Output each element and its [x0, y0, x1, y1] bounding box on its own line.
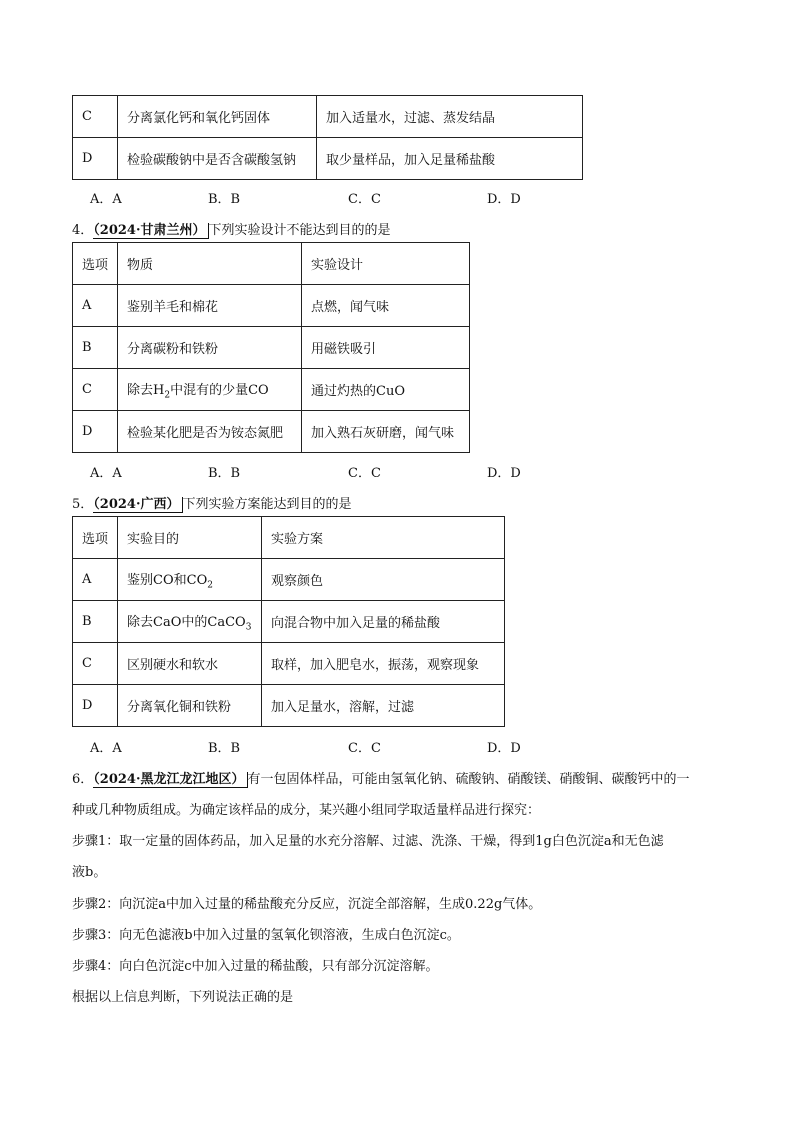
question-stem: 下列实验设计不能达到目的的是 — [208, 223, 391, 238]
cell-design: 加入熟石灰研磨，闻气味 — [302, 411, 470, 453]
option-d[interactable]: D．D — [487, 192, 521, 207]
cell-option: D — [73, 138, 118, 180]
question-source: （2024·甘肃兰州） — [93, 223, 208, 239]
question-source: （2024·广西） — [93, 497, 182, 513]
cell-purpose: 区别硬水和软水 — [118, 643, 262, 685]
option-a[interactable]: A．A — [90, 741, 122, 756]
table-row — [73, 369, 470, 411]
step-4: 步骤4：向白色沉淀c中加入过量的稀盐酸，只有部分沉淀溶解。 — [72, 959, 439, 974]
cell-purpose — [118, 559, 262, 601]
cell-material: 分离碳粉和铁粉 — [118, 327, 302, 369]
text-part: 除去H — [127, 382, 165, 398]
option-c[interactable]: C．C — [348, 466, 381, 481]
question-number: 6． — [72, 772, 94, 787]
table-q5 — [72, 516, 505, 727]
header-purpose: 实验目的 — [118, 517, 262, 559]
table-row — [73, 559, 505, 601]
cell-design: 加入适量水，过滤、蒸发结晶 — [317, 96, 583, 138]
subscript: 2 — [164, 390, 171, 401]
text-part: 除去CaO中的CaCO — [127, 614, 246, 630]
table-row — [73, 327, 470, 369]
table-q3-continuation — [72, 95, 583, 180]
table-row — [73, 685, 505, 727]
question-stem-line2: 种或几种物质组成。为确定该样品的成分，某兴趣小组同学取适量样品进行探究： — [72, 803, 541, 818]
cell-material — [118, 369, 302, 411]
cell-design: 通过灼热的CuO — [302, 369, 470, 411]
cell-material: 分离氯化钙和氧化钙固体 — [118, 96, 317, 138]
cell-plan: 取样，加入肥皂水，振荡，观察现象 — [262, 643, 505, 685]
cell-material: 鉴别羊毛和棉花 — [118, 285, 302, 327]
cell-plan: 观察颜色 — [262, 559, 505, 601]
conclusion: 根据以上信息判断，下列说法正确的是 — [72, 990, 294, 1005]
table-header-row — [73, 517, 505, 559]
subscript: 3 — [245, 622, 252, 633]
cell-purpose — [118, 601, 262, 643]
header-design: 实验设计 — [302, 243, 470, 285]
option-c[interactable]: C．C — [348, 741, 381, 756]
table-q4 — [72, 242, 470, 453]
step-1-line2: 液b。 — [72, 865, 107, 880]
step-1-line1: 步骤1：取一定量的固体药品，加入足量的水充分溶解、过滤、洗涤、干燥，得到1g白色沉淀a和无色滤 — [72, 834, 664, 849]
cell-option: D — [73, 411, 118, 453]
table-row — [73, 601, 505, 643]
cell-plan: 向混合物中加入足量的稀盐酸 — [262, 601, 505, 643]
table-row — [73, 96, 583, 138]
cell-material: 检验某化肥是否为铵态氮肥 — [118, 411, 302, 453]
cell-plan: 加入足量水，溶解，过滤 — [262, 685, 505, 727]
option-b[interactable]: B．B — [208, 741, 241, 756]
subscript: 2 — [207, 580, 213, 591]
option-d[interactable]: D．D — [487, 741, 521, 756]
step-3: 步骤3：向无色滤液b中加入过量的氢氧化钡溶液，生成白色沉淀c。 — [72, 928, 460, 943]
option-b[interactable]: B．B — [208, 192, 241, 207]
cell-option: B — [73, 327, 118, 369]
cell-material: 检验碳酸钠中是否含碳酸氢钠 — [118, 138, 317, 180]
header-option: 选项 — [73, 243, 118, 285]
cell-purpose: 分离氧化铜和铁粉 — [118, 685, 262, 727]
cell-design: 点燃，闻气味 — [302, 285, 470, 327]
question-5 — [72, 493, 352, 512]
question-6 — [72, 768, 690, 787]
cell-option: C — [73, 369, 118, 411]
table-row — [73, 411, 470, 453]
cell-option: C — [73, 643, 118, 685]
question-4 — [72, 219, 391, 238]
option-d[interactable]: D．D — [487, 466, 521, 481]
cell-option: D — [73, 685, 118, 727]
cell-option: A — [73, 285, 118, 327]
header-material: 物质 — [118, 243, 302, 285]
cell-option: C — [73, 96, 118, 138]
question-stem: 下列实验方案能达到目的的是 — [182, 497, 352, 512]
option-a[interactable]: A．A — [90, 192, 122, 207]
question-number: 4． — [72, 223, 94, 238]
cell-design: 用磁铁吸引 — [302, 327, 470, 369]
table-row — [73, 643, 505, 685]
header-plan: 实验方案 — [262, 517, 505, 559]
table-row — [73, 285, 470, 327]
option-b[interactable]: B．B — [208, 466, 241, 481]
cell-option: B — [73, 601, 118, 643]
option-c[interactable]: C．C — [348, 192, 381, 207]
step-2: 步骤2：向沉淀a中加入过量的稀盐酸充分反应，沉淀全部溶解，生成0.22g气体。 — [72, 897, 542, 912]
option-a[interactable]: A．A — [90, 466, 122, 481]
cell-design: 取少量样品，加入足量稀盐酸 — [317, 138, 583, 180]
text-part: 鉴别CO和CO — [127, 572, 208, 588]
question-stem-line1: 有一包固体样品，可能由氢氧化钠、硫酸钠、硝酸镁、硝酸铜、碳酸钙中的一 — [247, 772, 690, 787]
text-part: 中混有的少量CO — [170, 382, 269, 398]
header-option: 选项 — [73, 517, 118, 559]
question-source: （2024·黑龙江龙江地区） — [93, 772, 247, 788]
cell-option: A — [73, 559, 118, 601]
table-header-row — [73, 243, 470, 285]
question-number: 5． — [72, 497, 94, 512]
table-row — [73, 138, 583, 180]
